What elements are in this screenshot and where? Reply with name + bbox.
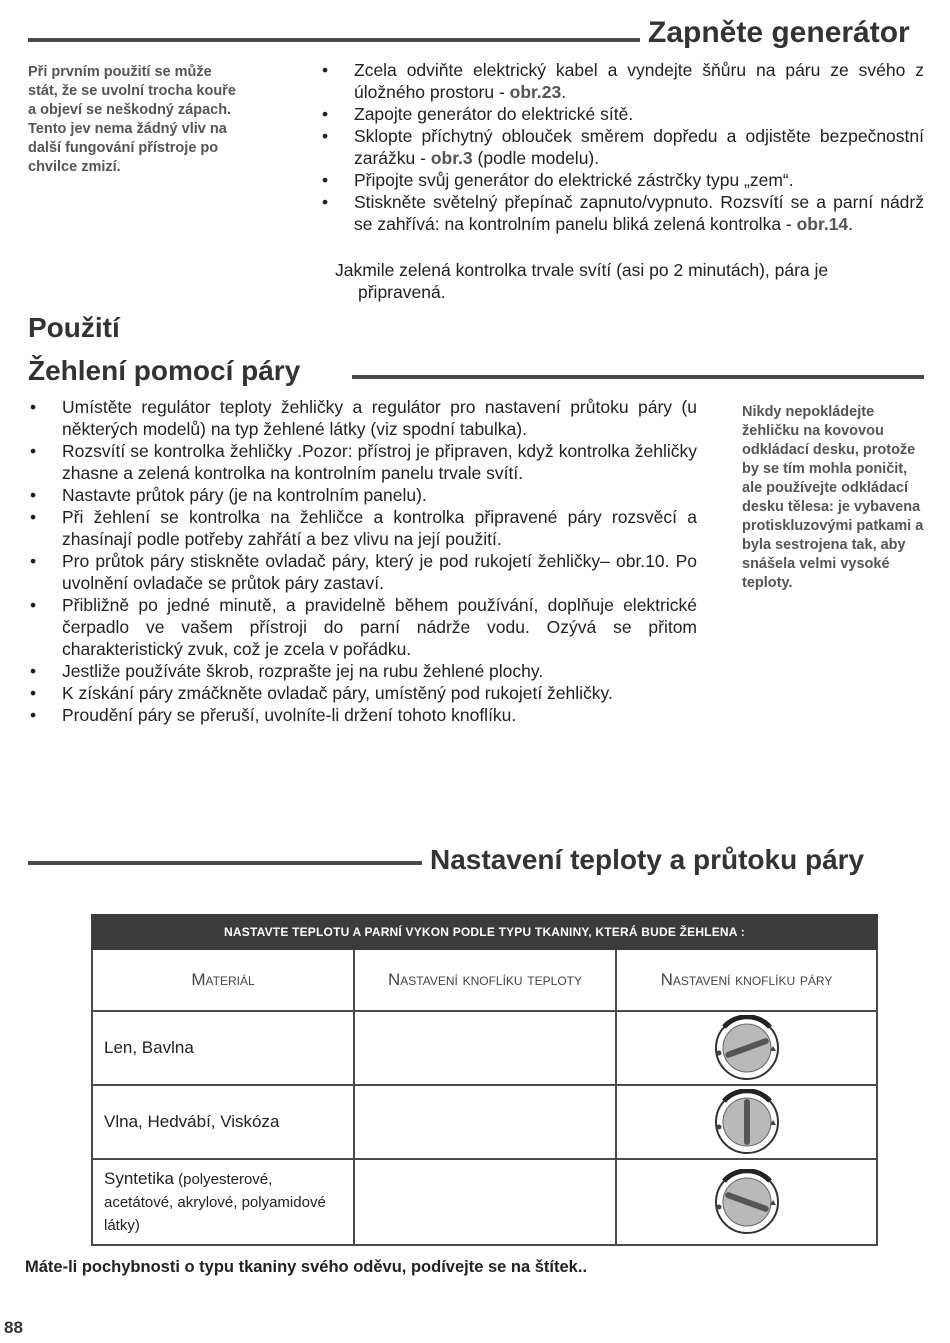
steam-dial-icon — [712, 1169, 782, 1235]
side-note-first-use: Při prvním použití se může stát, že se uvolní trocha kouře a objeví se neškodný zápach. Tento jev nema žádný vliv na další fungování přístroje po chvilce zmizí. — [28, 64, 236, 175]
steam-cell — [616, 1085, 877, 1159]
min-marker — [716, 1125, 721, 1130]
list-item: • Jestliže používáte škrob, rozprašte jej na rubu žehlené plochy. — [30, 661, 544, 681]
material-cell: Vlna, Hedvábí, Viskóza — [92, 1085, 354, 1159]
min-marker — [716, 1051, 721, 1056]
material-cell: Len, Bavlna — [92, 1011, 354, 1085]
temperature-cell — [354, 1011, 616, 1085]
section-title-steam-ironing: Žehlení pomocí páry — [28, 355, 301, 386]
list-item: • Připojte svůj generátor do elektrické zástrčky typu „zem“. — [322, 170, 794, 190]
list-item: • Proudění páry se přeruší, uvolníte-li držení tohoto knoflíku. — [30, 705, 517, 725]
side-note-ironing-plate: Nikdy nepokládejte žehličku na kovovou odkládací desku, protože by se tím mohla poničit, ale používejte odkládací desku tělesa: je vybavena protiskluzovými patkami a byla sestrojena tak, aby snášela velmi vysoké teploty. — [742, 404, 924, 591]
table-row — [92, 1085, 877, 1159]
list-item: • Přibližně po jedné minutě, a pravidelně během používání, doplňuje elektrické čerpadlo ve vašem přístroji do parní nádrže vodu. Ozývá se přitom charakteristický zvuk, což je zcela v pořádku. — [30, 595, 697, 659]
list-item: • Zapojte generátor do elektrické sítě. — [322, 104, 634, 124]
page-number: 88 — [4, 1318, 23, 1337]
column-header-temperature: Nastavení knoflíku teploty — [354, 949, 616, 1011]
section-rule-generator — [28, 38, 640, 42]
steam-cell — [616, 1011, 877, 1085]
section-rule-settings — [28, 861, 422, 865]
steam-dial-icon — [712, 1089, 782, 1155]
list-item: • Stiskněte světelný přepínač zapnuto/vypnuto. Rozsvítí se a parní nádrž se zahřívá: na kontrolním panelu bliká zelená kontrolka - obr.14. — [322, 192, 924, 234]
steam-cell — [616, 1159, 877, 1245]
list-item: • Rozsvítí se kontrolka žehličky .Pozor: přístroj je připraven, když kontrolka žehličky zhasne a zelená kontrolka na kontrolním panelu trvale svítí. — [30, 441, 697, 483]
footer-note: Máte-li pochybnosti o typu tkaniny svého oděvu, podívejte se na štítek.. — [25, 1258, 588, 1276]
list-item: • Zcela odviňte elektrický kabel a vyndejte šňůru na páru ze svého z úložného prostoru - obr.23. — [322, 60, 924, 102]
table-row — [92, 1159, 877, 1245]
list-item: • Pro průtok páry stiskněte ovladač páry, který je pod rukojetí žehličky– obr.10. Po uvolnění ovladače se průtok páry zastaví. — [30, 551, 697, 593]
table-row — [92, 1011, 877, 1085]
temperature-cell — [354, 1085, 616, 1159]
figure-reference: obr.3 — [430, 148, 473, 168]
figure-reference: obr.23 — [509, 82, 562, 102]
column-header-steam: Nastavení knoflíku páry — [616, 949, 877, 1011]
list-item: • Sklopte příchytný oblouček směrem dopředu a odjistěte bezpečnostní zarážku - obr.3 (podle modelu). — [322, 126, 924, 168]
temperature-cell — [354, 1159, 616, 1245]
min-marker — [716, 1205, 721, 1210]
steam-ironing-list — [28, 396, 697, 726]
settings-table — [91, 914, 878, 1246]
section-title-usage: Použití — [28, 312, 120, 343]
list-item: • Nastavte průtok páry (je na kontrolním panelu). — [30, 485, 427, 505]
table-banner: NASTAVTE TEPLOTU A PARNÍ VYKON PODLE TYPU TKANINY, KTERÁ BUDE ŽEHLENA : — [92, 915, 877, 949]
steam-dial-icon — [712, 1015, 782, 1081]
section-title-settings: Nastavení teploty a průtoku páry — [430, 844, 865, 875]
figure-reference: obr.14 — [796, 214, 849, 234]
list-item: • K získání páry zmáčkněte ovladač páry, umístěný pod rukojetí žehličky. — [30, 683, 613, 703]
list-item: • Umístěte regulátor teploty žehličky a regulátor pro nastavení průtoku páry (u některých modelů) na typ žehlené látky (viz spodní tabulka). — [30, 397, 697, 439]
generator-steps-list — [320, 59, 924, 235]
column-header-material: Materiál — [92, 949, 354, 1011]
generator-ready-note: Jakmile zelená kontrolka trvale svítí (asi po 2 minutách), pára je připravená. — [335, 260, 829, 302]
list-item: • Při žehlení se kontrolka na žehličce a kontrolka připravené páry rozsvěcí a zhasínají podle potřeby zahřátí a bez vlivu na její použití. — [30, 507, 697, 549]
section-rule-steam-ironing — [352, 375, 924, 379]
section-title-generator: Zapněte generátor — [648, 16, 910, 49]
material-cell: Syntetika (polyesterové, acetátové, akrylové, polyamidové látky) — [92, 1159, 354, 1245]
